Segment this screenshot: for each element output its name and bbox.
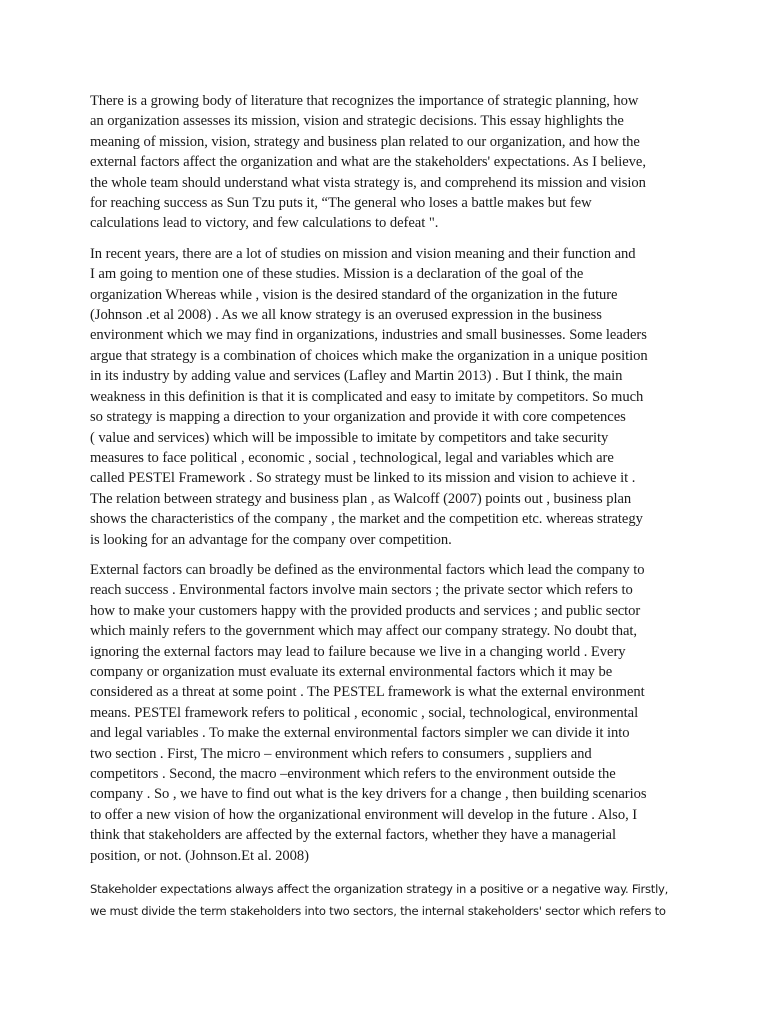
- document-body: [90, 91, 680, 932]
- text-line: which mainly refers to the government which may affect our company strategy. No doubt that,: [90, 623, 638, 640]
- text-line: external factors affect the organization and what are the stakeholders' expectations. As I believe,: [90, 154, 646, 171]
- text-line: calculations lead to victory, and few calculations to defeat ".: [90, 215, 439, 232]
- paragraph-stakeholders: [90, 878, 680, 922]
- text-line: the whole team should understand what vista strategy is, and comprehend its mission and vision: [90, 174, 646, 191]
- text-line: considered as a threat at some point . The PESTEL framework is what the external environment: [90, 684, 645, 701]
- text-line: meaning of mission, vision, strategy and business plan related to our organization, and how the: [90, 133, 640, 150]
- text-line: an organization assesses its mission, vision and strategic decisions. This essay highlights the: [90, 113, 624, 130]
- text-line: we must divide the term stakeholders into two sectors, the internal stakeholders' sector which refers to: [90, 904, 666, 919]
- text-line: organization Whereas while , vision is the desired standard of the organization in the future: [90, 286, 618, 303]
- text-line: weakness in this definition is that it is complicated and easy to imitate by competitors. So much: [90, 388, 644, 405]
- text-line: argue that strategy is a combination of choices which make the organization in a unique position: [90, 347, 648, 364]
- text-line: environment which we may find in organizations, industries and small businesses. Some leaders: [90, 327, 647, 344]
- text-line: reach success . Environmental factors involve main sectors ; the private sector which refers to: [90, 582, 633, 599]
- text-line: in its industry by adding value and services (Lafley and Martin 2013) . But I think, the main: [90, 368, 623, 385]
- text-line: two section . First, The micro – environment which refers to consumers , suppliers and: [90, 745, 592, 762]
- text-line: how to make your customers happy with the provided products and services ; and public sector: [90, 602, 641, 619]
- text-line: ignoring the external factors may lead to failure because we live in a changing world . Every: [90, 643, 626, 660]
- paragraph-introduction: [90, 91, 680, 234]
- text-line: The relation between strategy and business plan , as Walcoff (2007) points out , business plan: [90, 490, 632, 507]
- paragraph-external-factors: [90, 560, 680, 866]
- text-line: and legal variables . To make the external environmental factors simpler we can divide it into: [90, 725, 630, 742]
- text-line: company . So , we have to find out what is the key drivers for a change , then building scenarios: [90, 786, 647, 803]
- text-line: There is a growing body of literature that recognizes the importance of strategic planning, how: [90, 93, 639, 109]
- text-line: to offer a new vision of how the organizational environment will develop in the future . Also, I: [90, 806, 638, 823]
- text-line: called PESTEl Framework . So strategy must be linked to its mission and vision to achieve it .: [90, 470, 636, 487]
- text-line: so strategy is mapping a direction to your organization and provide it with core competences: [90, 409, 626, 426]
- text-line: think that stakeholders are affected by the external factors, whether they have a managerial: [90, 827, 616, 844]
- text-line: ( value and services) which will be impossible to imitate by competitors and take security: [90, 429, 609, 446]
- text-line: measures to face political , economic , social , technological, legal and variables which are: [90, 449, 614, 466]
- text-line: position, or not. (Johnson.Et al. 2008): [90, 847, 309, 864]
- text-line: I am going to mention one of these studies. Mission is a declaration of the goal of the: [90, 266, 584, 283]
- text-line: In recent years, there are a lot of studies on mission and vision meaning and their function and: [90, 245, 636, 262]
- text-line: competitors . Second, the macro –environment which refers to the environment outside the: [90, 766, 616, 782]
- text-line: means. PESTEl framework refers to political , economic , social, technological, environmental: [90, 704, 639, 721]
- text-line: company or organization must evaluate its external environmental factors which it may be: [90, 663, 613, 680]
- paragraph-mission-vision: [90, 244, 680, 550]
- text-line: Stakeholder expectations always affect the organization strategy in a positive or a negative way. Firstly,: [90, 882, 669, 897]
- text-line: (Johnson .et al 2008) . As we all know strategy is an overused expression in the business: [90, 307, 602, 324]
- text-line: shows the characteristics of the company , the market and the competition etc. whereas strategy: [90, 511, 643, 528]
- text-line: is looking for an advantage for the company over competition.: [90, 531, 452, 548]
- text-line: External factors can broadly be defined as the environmental factors which lead the company to: [90, 561, 645, 578]
- text-line: for reaching success as Sun Tzu puts it, “The general who loses a battle makes but few: [90, 195, 592, 212]
